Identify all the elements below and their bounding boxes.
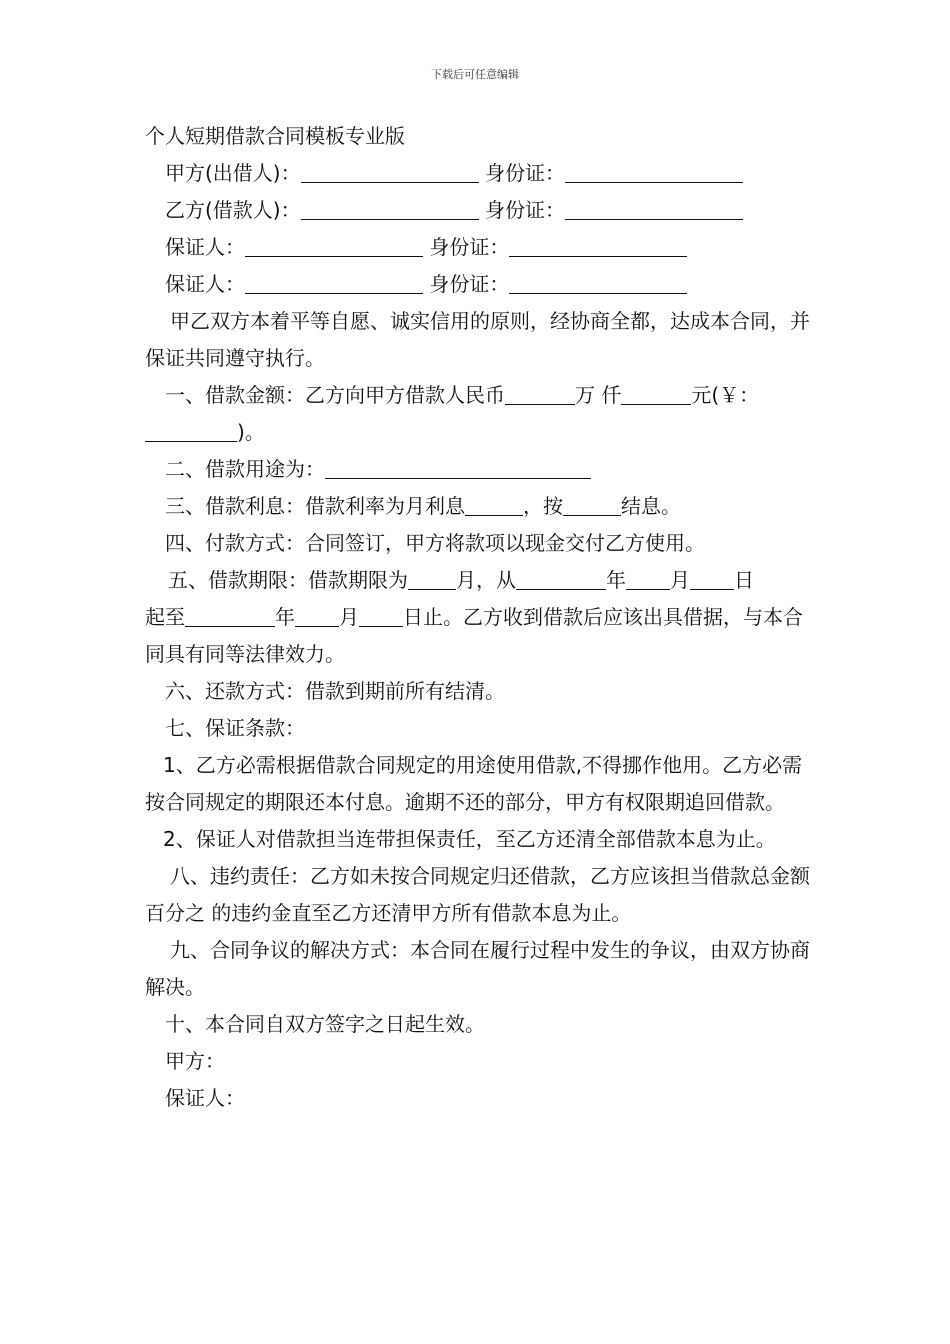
signature-guarantor: 保证人：	[165, 1086, 245, 1110]
clause-1-text-b: 万 仟	[575, 383, 622, 407]
clause-7-2-paragraph: 2、保证人对借款担当连带担保责任，至乙方还清全部借款本息为止。	[163, 827, 776, 851]
intro-paragraph: 甲乙双方本着平等自愿、诚实信用的原则，经协商全都，达成本合同，并保证共同遵守执行。	[145, 309, 810, 370]
clause-5-to: 起至	[145, 605, 185, 629]
interest-rate-blank[interactable]	[465, 495, 523, 516]
clause-5-from: ，从	[476, 568, 516, 592]
guarantor-label-1: 保证人：	[165, 235, 245, 259]
guarantor-id-label-1: 身份证：	[429, 235, 510, 259]
guarantor-name-blank-1[interactable]	[245, 236, 423, 257]
start-year-blank[interactable]	[516, 569, 606, 590]
page-header: 下载后可任意编辑	[431, 68, 519, 81]
clause-6-line: 六、还款方式：借款到期前所有结清。	[165, 679, 505, 703]
clause-1-text-d: )。	[237, 420, 265, 444]
guarantor-id-label-2: 身份证：	[429, 272, 510, 296]
clause-5-line-2	[145, 599, 810, 673]
guarantor-name-blank-2[interactable]	[245, 273, 423, 294]
contract-title: 个人短期借款合同模板专业版	[145, 124, 405, 148]
guarantor-label-2: 保证人：	[165, 272, 245, 296]
clause-1-line-2	[145, 414, 810, 451]
lender-id-label: 身份证：	[484, 161, 565, 185]
clause-5-end: 日止。乙方收到借款后应该出具借据，与本合同具有同等法律效力。	[145, 605, 803, 666]
contract-body	[145, 118, 810, 1117]
clause-5-text-a: 五、借款期限：借款期限为	[168, 568, 408, 592]
clause-8-paragraph: 八、违约责任：乙方如未按合同规定归还借款，乙方应该担当借款总金额百分之 的违约金直至乙方还清甲方所有借款本息为止。	[145, 864, 810, 925]
term-months-blank[interactable]	[408, 569, 456, 590]
clause-1-text-c: 元(￥：	[691, 383, 760, 407]
guarantor-line-1	[145, 229, 810, 266]
amount-wan-blank[interactable]	[505, 384, 575, 405]
borrower-id-blank[interactable]	[565, 199, 743, 220]
lender-label: 甲方(出借人)：	[165, 161, 301, 185]
guarantor-id-blank-1[interactable]	[509, 236, 687, 257]
borrower-name-blank[interactable]	[301, 199, 479, 220]
start-month-blank[interactable]	[626, 569, 670, 590]
borrower-line	[145, 192, 810, 229]
borrower-label: 乙方(借款人)：	[165, 198, 301, 222]
guarantor-line-2	[145, 266, 810, 303]
clause-3-text-a: 三、借款利息：借款利率为月利息	[165, 494, 465, 518]
settlement-period-blank[interactable]	[563, 495, 621, 516]
lender-id-blank[interactable]	[565, 162, 743, 183]
guarantor-id-blank-2[interactable]	[509, 273, 687, 294]
clause-5-year-2: 年	[275, 605, 295, 629]
clause-3-line	[145, 488, 810, 525]
clause-5-month-2: 月	[670, 568, 690, 592]
clause-9-paragraph: 九、合同争议的解决方式：本合同在履行过程中发生的争议，由双方协商解决。	[145, 938, 810, 999]
signature-party-a: 甲方：	[165, 1049, 225, 1073]
clause-1-text-a: 一、借款金额：乙方向甲方借款人民币	[165, 383, 505, 407]
lender-line	[145, 155, 810, 192]
clause-4-line: 四、付款方式：合同签订，甲方将款项以现金交付乙方使用。	[165, 531, 705, 555]
clause-1-line-1	[145, 377, 810, 414]
clause-7-1-paragraph: 1、乙方必需根据借款合同规定的用途使用借款,不得挪作他用。乙方必需按合同规定的期限还本付息。逾期不还的部分，甲方有权限期追回借款。	[145, 753, 803, 814]
amount-yuan-blank[interactable]	[621, 384, 691, 405]
end-month-blank[interactable]	[295, 606, 339, 627]
clause-5-line-1	[145, 562, 810, 599]
clause-3-text-c: 结息。	[621, 494, 681, 518]
clause-7-line: 七、保证条款：	[165, 716, 305, 740]
start-day-blank[interactable]	[690, 569, 734, 590]
clause-2-text: 二、借款用途为：	[165, 457, 325, 481]
clause-5-day: 日	[734, 568, 754, 592]
clause-5-year-1: 年	[606, 568, 626, 592]
purpose-blank[interactable]	[325, 458, 591, 479]
end-year-blank[interactable]	[185, 606, 275, 627]
lender-name-blank[interactable]	[301, 162, 479, 183]
clause-10-line: 十、本合同自双方签字之日起生效。	[165, 1012, 485, 1036]
clause-2-line	[145, 451, 810, 488]
clause-5-month-3: 月	[339, 605, 359, 629]
borrower-id-label: 身份证：	[484, 198, 565, 222]
clause-5-month-1: 月	[456, 568, 476, 592]
amount-numeric-blank[interactable]	[145, 421, 237, 442]
clause-3-text-b: ，按	[523, 494, 563, 518]
end-day-blank[interactable]	[359, 606, 403, 627]
